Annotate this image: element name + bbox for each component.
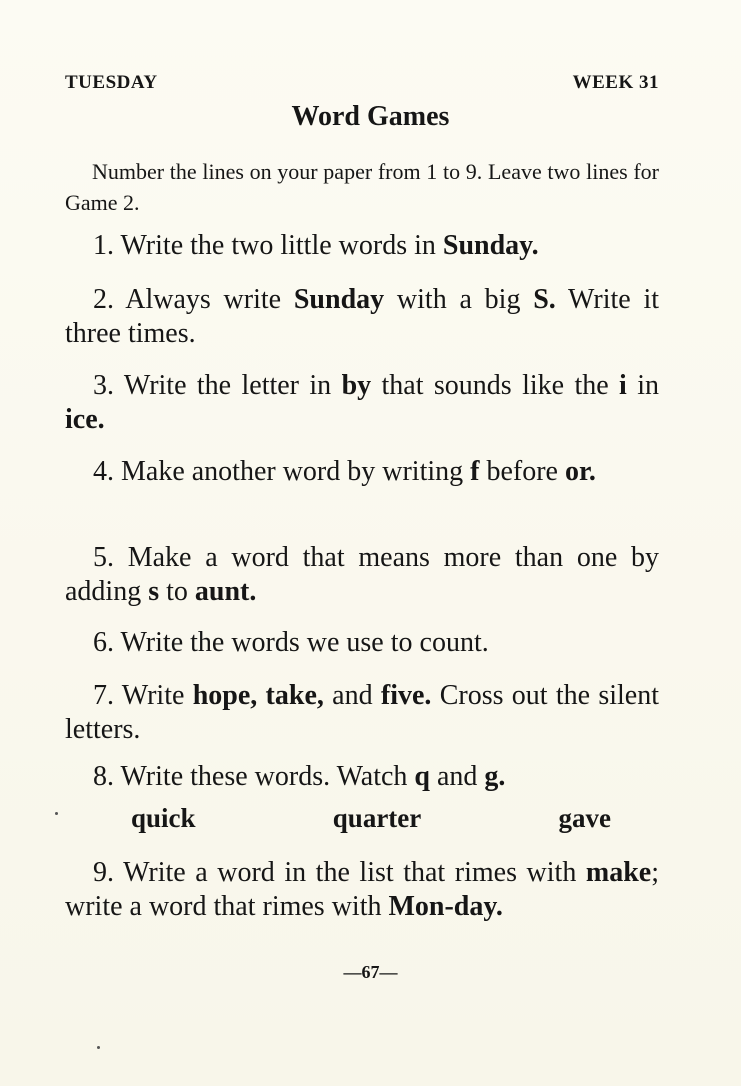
exercise-number: 5.	[93, 542, 128, 573]
bold-word: s	[148, 576, 160, 607]
day-label: TUESDAY	[65, 72, 158, 93]
bold-word: Sunday	[293, 284, 385, 315]
bold-word: g.	[484, 761, 506, 792]
exercise-2	[65, 283, 659, 351]
exercise-4	[65, 455, 659, 489]
exercise-7	[65, 679, 659, 747]
text-run: and	[429, 761, 485, 792]
bold-word: five.	[380, 680, 432, 711]
bold-word: q	[414, 761, 430, 792]
text-run: Write the letter in	[123, 370, 342, 401]
bold-word: S.	[533, 284, 556, 315]
bold-word: i	[619, 370, 627, 401]
exercise-number: 6.	[93, 627, 121, 658]
text-run: Cross out the silent letters.	[65, 680, 659, 745]
paper-speck	[55, 812, 58, 815]
watch-word: quarter	[332, 803, 422, 833]
bold-word: hope, take,	[192, 680, 324, 711]
watch-words-row	[131, 803, 611, 834]
exercise-number: 2.	[93, 284, 126, 315]
page-number: —67—	[343, 962, 398, 982]
bold-word: Sunday.	[442, 230, 539, 261]
text-run: Write it three times.	[65, 284, 660, 349]
bold-word: make	[585, 857, 652, 888]
page-title: Word Games	[291, 101, 450, 132]
instructions: Number the lines on your paper from 1 to 9. Leave two lines for Game 2.	[65, 159, 659, 215]
watch-word: gave	[558, 803, 611, 833]
text-run: that sounds like the	[371, 370, 620, 401]
running-head	[65, 72, 659, 94]
text-run: Write these words. Watch	[120, 761, 415, 792]
bold-word: f	[470, 456, 480, 487]
paper-speck	[97, 1046, 100, 1049]
text-run: in	[626, 370, 659, 401]
text-run: Write a word in the list that rimes with	[123, 857, 586, 888]
text-run: Make another word by writing	[121, 456, 471, 487]
text-run: Always write	[125, 284, 294, 315]
text-run: Write the words we use to count.	[120, 627, 489, 658]
exercise-6	[65, 626, 659, 660]
text-run: Write	[121, 680, 193, 711]
exercise-number: 4.	[93, 456, 121, 487]
exercise-5	[65, 541, 659, 609]
watch-word: quick	[131, 803, 196, 833]
text-run: Write the two little words in	[120, 230, 443, 261]
text-run: with a big	[384, 284, 534, 315]
text-run: and	[323, 680, 381, 711]
text-run: ; write a word that rimes with	[65, 857, 659, 922]
bold-word: Mon-day.	[388, 891, 503, 922]
exercise-number: 8.	[93, 761, 121, 792]
bold-word: ice.	[65, 404, 105, 435]
text-run: to	[159, 576, 195, 607]
exercise-1	[65, 229, 659, 263]
exercise-3	[65, 369, 659, 437]
exercise-number: 7.	[93, 680, 122, 711]
text-run: Make a word that means more than one by adding	[65, 542, 659, 607]
exercise-number: 1.	[93, 230, 121, 261]
bold-word: aunt.	[194, 576, 257, 607]
week-label: WEEK 31	[572, 72, 659, 93]
bold-word: by	[341, 370, 372, 401]
text-run: before	[479, 456, 565, 487]
exercise-number: 9.	[93, 857, 124, 888]
bold-word: or.	[564, 456, 596, 487]
exercise-9	[65, 856, 659, 924]
exercise-8	[65, 760, 659, 794]
exercise-number: 3.	[93, 370, 124, 401]
